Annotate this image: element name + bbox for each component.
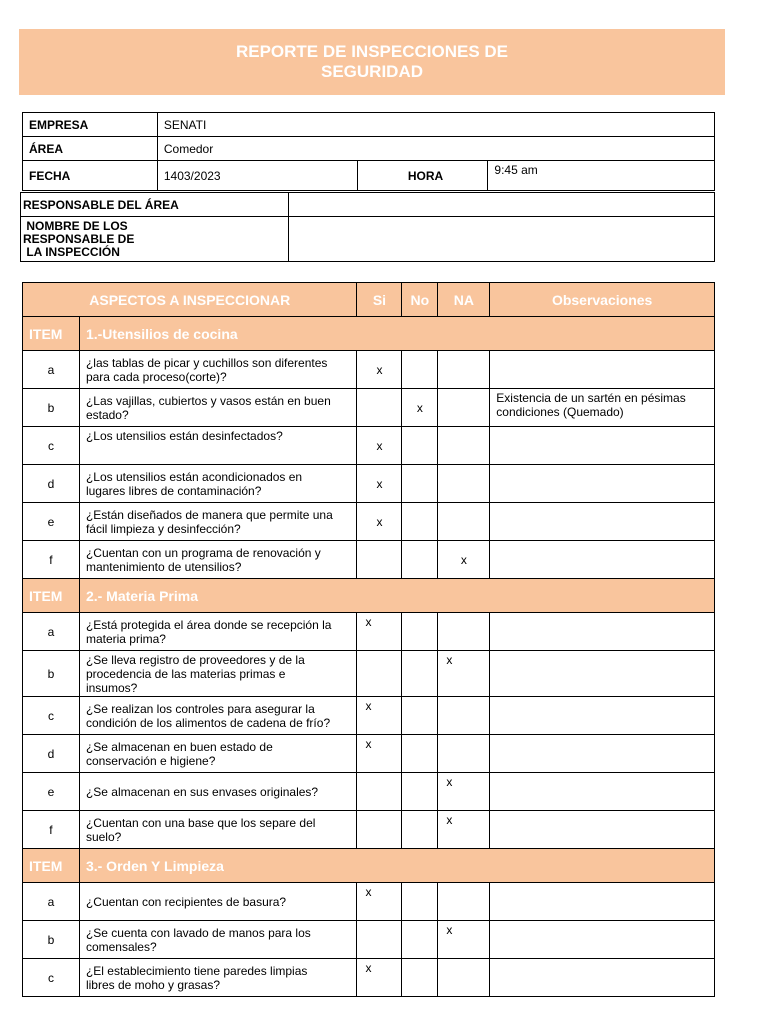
observation [490, 613, 715, 651]
si-mark: x [357, 465, 402, 503]
na-mark [438, 351, 490, 389]
observation [490, 465, 715, 503]
si-mark: x [357, 697, 402, 735]
section-item-label: ITEM [23, 849, 80, 883]
table-row [23, 959, 715, 997]
si-mark: x [357, 613, 402, 651]
no-mark [402, 959, 438, 997]
na-mark [438, 883, 490, 921]
section-header [23, 849, 715, 883]
observation [490, 735, 715, 773]
row-letter: c [23, 959, 80, 997]
row-question: ¿Cuentan con un programa de renovación y mantenimiento de utensilios? [79, 541, 357, 579]
observation [490, 427, 715, 465]
empresa-value: SENATI [157, 113, 714, 137]
row-letter: e [23, 503, 80, 541]
no-mark [402, 883, 438, 921]
row-question: ¿Se almacenan en sus envases originales? [79, 773, 357, 811]
observation [490, 921, 715, 959]
no-mark [402, 773, 438, 811]
row-question: ¿Cuentan con recipientes de basura? [79, 883, 357, 921]
row-question: ¿Las vajillas, cubiertos y vasos están en buen estado? [79, 389, 357, 427]
row-letter: f [23, 811, 80, 849]
report-title-line1: REPORTE DE INSPECCIONES DE [235, 42, 509, 61]
observation [490, 541, 715, 579]
row-question: ¿Cuentan con una base que los separe del suelo? [79, 811, 357, 849]
na-mark [438, 959, 490, 997]
fecha-label: FECHA [23, 161, 158, 191]
si-mark: x [357, 883, 402, 921]
na-mark [438, 427, 490, 465]
fecha-value: 1403/2023 [157, 161, 357, 191]
hora-label: HORA [357, 161, 488, 191]
row-question: ¿las tablas de picar y cuchillos son diferentes para cada proceso(corte)? [79, 351, 357, 389]
responsable-area-value [288, 193, 714, 217]
table-row [23, 503, 715, 541]
na-mark: x [438, 651, 490, 697]
table-row [23, 883, 715, 921]
na-mark: x [438, 811, 490, 849]
table-row [23, 697, 715, 735]
na-mark [438, 735, 490, 773]
si-header: Si [357, 283, 402, 317]
responsible-table [20, 192, 715, 262]
na-mark: x [438, 541, 490, 579]
row-question: ¿Se realizan los controles para asegurar la condición de los alimentos de cadena de frío? [79, 697, 357, 735]
table-row [23, 351, 715, 389]
info-table [22, 112, 715, 191]
table-row [23, 811, 715, 849]
report-title-band [19, 29, 725, 95]
table-row [23, 389, 715, 427]
inspection-table [22, 282, 715, 997]
row-question: ¿Los utensilios están acondicionados en lugares libres de contaminación? [79, 465, 357, 503]
row-question: ¿Los utensilios están desinfectados? [79, 427, 357, 465]
na-mark [438, 465, 490, 503]
no-mark: x [402, 389, 438, 427]
observation [490, 811, 715, 849]
table-row [23, 773, 715, 811]
section-header [23, 579, 715, 613]
aspectos-header: ASPECTOS A INSPECCIONAR [23, 283, 357, 317]
observation [490, 351, 715, 389]
row-letter: d [23, 465, 80, 503]
observaciones-header: Observaciones [490, 283, 715, 317]
no-header: No [402, 283, 438, 317]
responsable-inspeccion-label: NOMBRE DE LOS RESPONSABLE DE LA INSPECCIÓN [21, 217, 289, 262]
na-mark [438, 613, 490, 651]
no-mark [402, 541, 438, 579]
row-question: ¿El establecimiento tiene paredes limpias libres de moho y grasas? [79, 959, 357, 997]
si-mark [357, 921, 402, 959]
section-title: 1.-Utensilios de cocina [79, 317, 714, 351]
empresa-label: EMPRESA [23, 113, 158, 137]
row-letter: a [23, 351, 80, 389]
section-header [23, 317, 715, 351]
section-title: 3.- Orden Y Limpieza [79, 849, 714, 883]
si-mark [357, 773, 402, 811]
area-value: Comedor [157, 137, 714, 161]
no-mark [402, 503, 438, 541]
section-title: 2.- Materia Prima [79, 579, 714, 613]
observation [490, 651, 715, 697]
section-item-label: ITEM [23, 579, 80, 613]
observation [490, 959, 715, 997]
na-mark [438, 389, 490, 427]
na-mark [438, 697, 490, 735]
no-mark [402, 351, 438, 389]
si-mark [357, 389, 402, 427]
si-mark: x [357, 351, 402, 389]
si-mark [357, 811, 402, 849]
si-mark [357, 541, 402, 579]
responsable-area-label: RESPONSABLE DEL ÁREA [21, 193, 289, 217]
row-question: ¿Se cuenta con lavado de manos para los comensales? [79, 921, 357, 959]
hora-value: 9:45 am [488, 161, 715, 191]
na-header: NA [438, 283, 490, 317]
si-mark: x [357, 959, 402, 997]
table-row [23, 921, 715, 959]
row-question: ¿Están diseñados de manera que permite una fácil limpieza y desinfección? [79, 503, 357, 541]
row-letter: f [23, 541, 80, 579]
observation [490, 697, 715, 735]
area-label: ÁREA [23, 137, 158, 161]
no-mark [402, 697, 438, 735]
no-mark [402, 811, 438, 849]
row-letter: a [23, 613, 80, 651]
si-mark [357, 651, 402, 697]
table-row [23, 541, 715, 579]
no-mark [402, 735, 438, 773]
no-mark [402, 613, 438, 651]
na-mark: x [438, 773, 490, 811]
observation [490, 883, 715, 921]
no-mark [402, 427, 438, 465]
row-letter: a [23, 883, 80, 921]
table-row [23, 735, 715, 773]
row-letter: e [23, 773, 80, 811]
no-mark [402, 651, 438, 697]
si-mark: x [357, 427, 402, 465]
row-letter: c [23, 697, 80, 735]
observation [490, 503, 715, 541]
table-row [23, 427, 715, 465]
no-mark [402, 465, 438, 503]
row-question: ¿Se lleva registro de proveedores y de la procedencia de las materias primas e insumos? [79, 651, 357, 697]
row-letter: c [23, 427, 80, 465]
table-row [23, 651, 715, 697]
section-item-label: ITEM [23, 317, 80, 351]
si-mark: x [357, 503, 402, 541]
row-question: ¿Se almacenan en buen estado de conservación e higiene? [79, 735, 357, 773]
no-mark [402, 921, 438, 959]
row-letter: b [23, 651, 80, 697]
report-title-line2: SEGURIDAD [320, 62, 423, 81]
table-header-row [23, 283, 715, 317]
na-mark: x [438, 921, 490, 959]
si-mark: x [357, 735, 402, 773]
row-letter: b [23, 389, 80, 427]
row-letter: b [23, 921, 80, 959]
responsable-inspeccion-value [288, 217, 714, 262]
na-mark [438, 503, 490, 541]
row-question: ¿Está protegida el área donde se recepción la materia prima? [79, 613, 357, 651]
table-row [23, 465, 715, 503]
table-row [23, 613, 715, 651]
observation [490, 773, 715, 811]
observation: Existencia de un sartén en pésimas condiciones (Quemado) [490, 389, 715, 427]
row-letter: d [23, 735, 80, 773]
